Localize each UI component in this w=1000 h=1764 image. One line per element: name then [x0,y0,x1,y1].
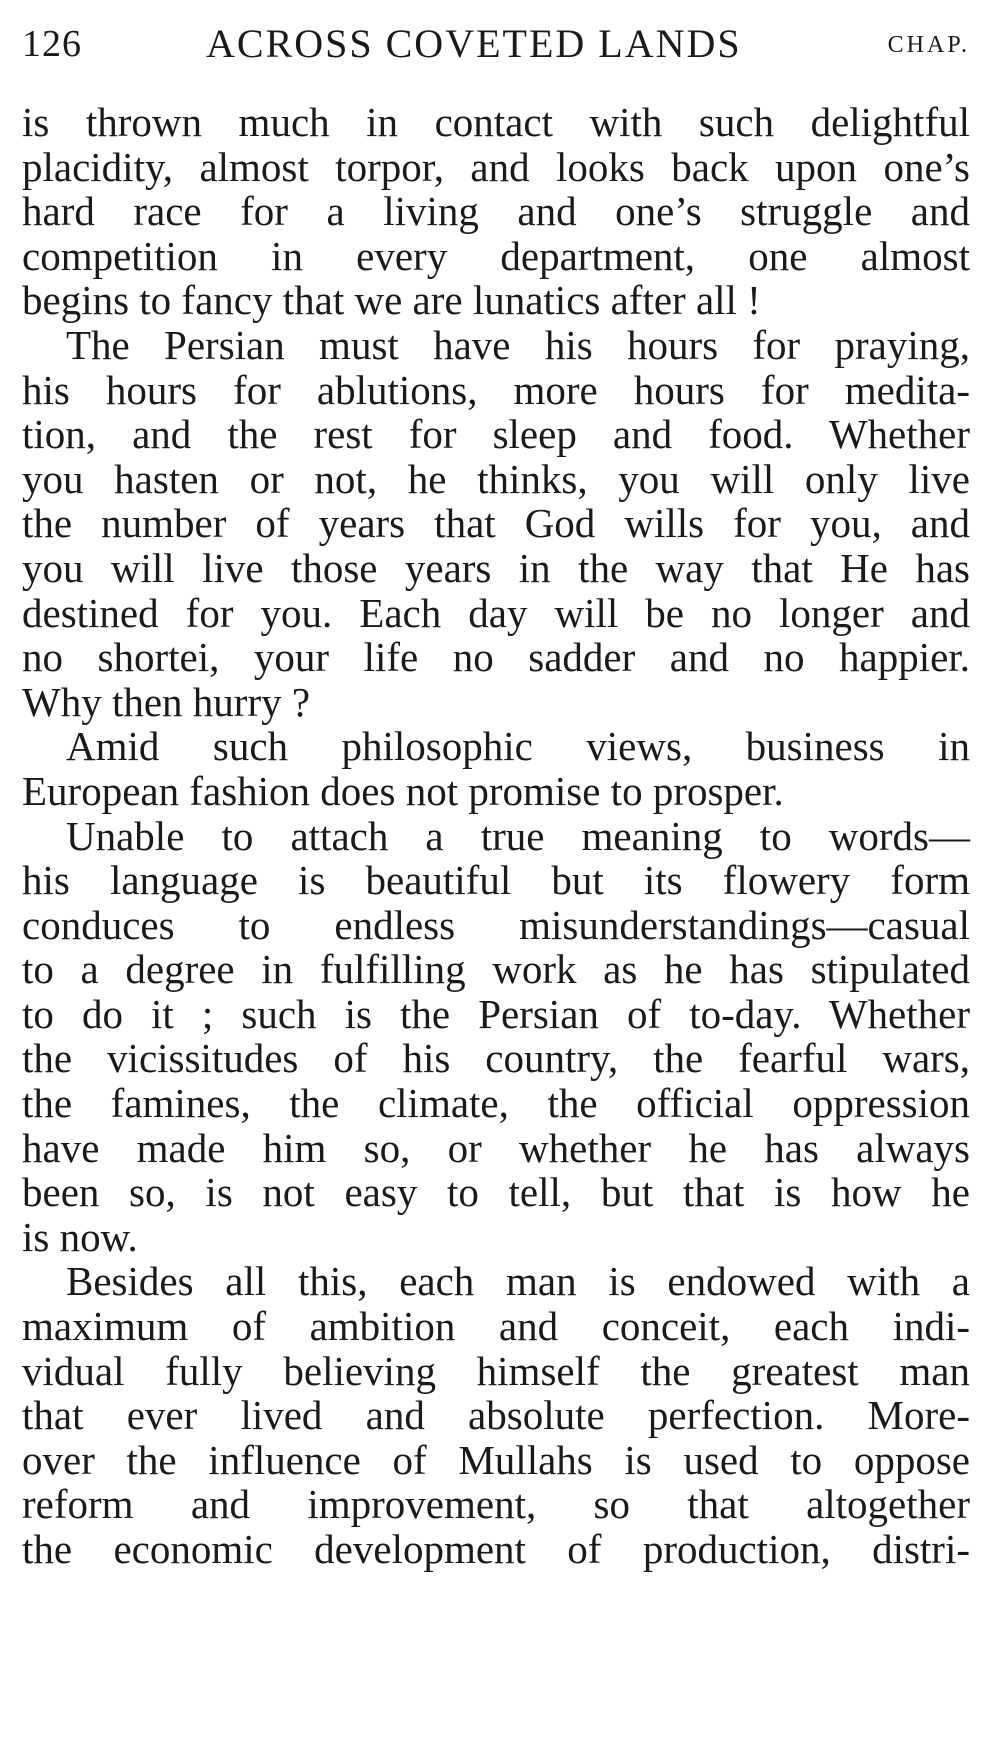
book-page [22,0,970,1764]
text-line: his language is beautiful but its flowery form [22,857,970,904]
text-line: Unable to attach a true meaning to words— [66,812,970,859]
text-line: been so, is not easy to tell, but that is how he [22,1169,970,1216]
text-line: you will live those years in the way that He has [22,544,970,591]
text-line: Why then hurry ? [22,678,311,725]
text-line: the vicissitudes of his country, the fearful wars, [22,1035,970,1082]
text-line: Amid such philosophic views, business in [66,723,970,770]
body-text [22,100,970,1572]
text-line: The Persian must have his hours for praying, [66,321,970,368]
text-line: begins to fancy that we are lunatics after all ! [22,277,761,324]
text-line: over the influence of Mullahs is used to oppose [22,1436,970,1483]
page-header [22,14,970,74]
text-line: that ever lived and absolute perfection. More- [22,1392,970,1439]
text-line: Besides all this, each man is endowed with a [66,1258,970,1305]
text-line: his hours for ablutions, more hours for medita- [22,366,970,413]
text-line: destined for you. Each day will be no longer and [22,589,970,636]
text-line: hard race for a living and one’s struggle and [22,188,970,235]
running-title: ACROSS COVETED LANDS [206,21,742,66]
text-line: European fashion does not promise to prosper. [22,767,784,814]
text-line: is now. [22,1213,138,1260]
text-line: reform and improvement, so that altogether [22,1481,970,1528]
text-line: to do it ; such is the Persian of to-day. Whether [22,990,970,1037]
text-line: no shortei, your life no sadder and no happier. [22,634,970,681]
text-line: vidual fully believing himself the greatest man [22,1347,970,1394]
text-line: the number of years that God wills for you, and [22,500,970,547]
text-line: competition in every department, one almost [22,232,970,279]
text-line: the economic development of production, distri- [22,1526,970,1572]
text-line: have made him so, or whether he has always [22,1124,970,1171]
text-line: you hasten or not, he thinks, you will only live [22,455,970,502]
chapter-label: CHAP. [887,32,970,58]
text-line: is thrown much in contact with such delightful [22,99,970,145]
text-line: tion, and the rest for sleep and food. Whether [22,411,970,458]
page-number: 126 [22,23,82,65]
text-line: to a degree in fulfilling work as he has stipulated [22,946,970,993]
text-line: placidity, almost torpor, and looks back upon one’s [22,143,970,190]
text-line: conduces to endless misunderstandings—casual [22,901,970,948]
text-line: maximum of ambition and conceit, each indi- [22,1303,970,1350]
text-line: the famines, the climate, the official oppression [22,1080,970,1127]
